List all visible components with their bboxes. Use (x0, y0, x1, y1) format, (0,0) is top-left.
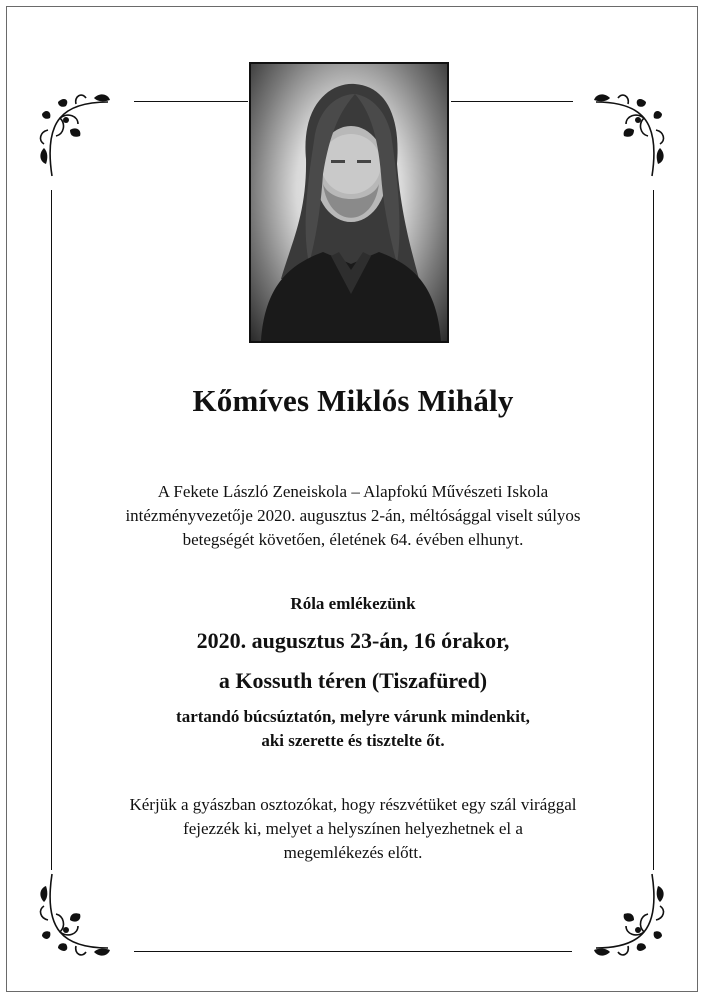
frame-top-right-line (451, 101, 573, 102)
request-line: Kérjük a gyászban osztozókat, hogy részvétüket egy szál virággal (129, 795, 577, 814)
announcement-paragraph (0, 480, 706, 552)
announcement-line: A Fekete László Zeneiskola – Alapfokú Művészeti Iskola (157, 482, 549, 501)
frame-top-left-line (134, 101, 248, 102)
memorial-heading: Róla emlékezünk (290, 594, 416, 613)
deceased-name: Kőmíves Miklós Mihály (192, 383, 514, 418)
invitation-line: tartandó búcsúztatón, melyre várunk mindenkit, (176, 707, 530, 726)
floral-corner-icon (36, 90, 126, 180)
announcement-line: intézményvezetője 2020. augusztus 2-án, méltósággal viselt súlyos (125, 506, 581, 525)
request-line: megemlékezés előtt. (283, 843, 423, 862)
frame-bottom-line (134, 951, 572, 952)
request-paragraph (0, 793, 706, 865)
invitation-text (0, 705, 706, 753)
request-line: fejezzék ki, melyet a helyszínen helyezhetnek el a (183, 819, 523, 838)
announcement-line: betegségét követően, életének 64. évében elhunyt. (182, 530, 524, 549)
memorial-date-time: 2020. augusztus 23-án, 16 órakor, (196, 628, 510, 653)
invitation-line: aki szerette és tisztelte őt. (261, 731, 445, 750)
floral-corner-icon (36, 870, 126, 960)
memorial-place: a Kossuth téren (Tiszafüred) (218, 668, 488, 693)
portrait-photo (249, 62, 449, 343)
floral-corner-icon (578, 90, 668, 180)
floral-corner-icon (578, 870, 668, 960)
